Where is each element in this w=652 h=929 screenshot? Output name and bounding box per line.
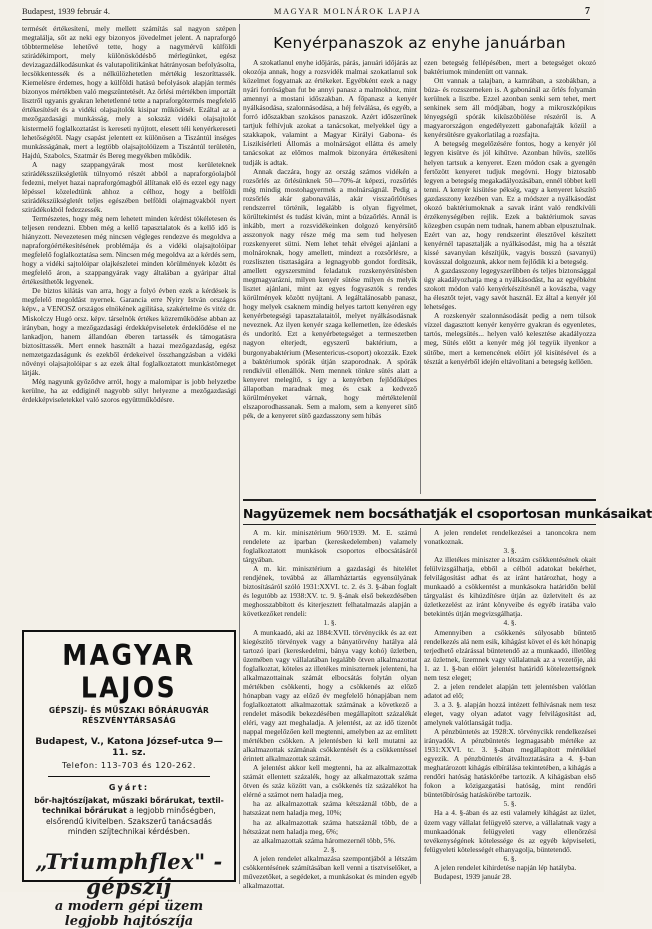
- article-paragraph: Amennyiben a csökkenés súlyosabb bűntető rendelkezés alá nem esik, kihágást követ el és két hónapig terjedhető elzárással büntetendő az a munkaadó, illetőleg az üzletnek, üzemnek vagy vállalatnak az a vezetője, aki 1. az 1. §-ban előírt jelentést határidő kötelezettségnek nem tesz eleget;: [424, 627, 596, 682]
- article-paragraph: A jelentést akkor kell megtenni, ha az alkalmazottak számát ellentett százalék, hogy az alkalmazottak száma ötven és száz között van, a csökkenés tíz százalékot ha elérné a számot nem haladja meg,: [243, 763, 417, 800]
- section-number: 1. §.: [323, 618, 337, 628]
- ad-products-detail: a legjobb minőségben, elsőrendű kivitelben. Szakszerű tanácsadás minden szíjtechnikai kérdésben.: [45, 806, 216, 836]
- article-headline: Nagyüzemek nem bocsáthatják el csoportosan munkásaikat: [243, 506, 652, 521]
- article-paragraph: az alkalmazottak száma háromezernél több, 5%.: [253, 835, 396, 845]
- article-paragraph: A gazdasszony legegyszerűbben és teljes biztonsággal úgy akadályozhatja meg a nyálkásodást, ha az egyébként szokott módon való kenyérkészítésnél a kovászba, vagy ha élesztőt tejet, vagy savót használ. Ez által a kenyér jól lehetséges.: [424, 266, 596, 312]
- ad-produces-label: Gyárt:: [108, 783, 150, 792]
- ad-brand: „Triumphflex" -gépszíj: [35, 849, 223, 900]
- article-1-middle-column: [243, 58, 417, 496]
- left-paragraph: De biztos kilátás van arra, hogy a folyó évben ezek a kérdések is megfelelő megoldást nyernek. Garancia erre Nyiry István országos képv., a VENOSZ országos elnökének agilitása, szakértelme és vitéz dr. Miskolczy Hugó orsz. képv. társelnök értékes közreműködése abban az irányban, hogy a mezőgazdasági érdekképviseletek érdeklődése el ne lankadjon, hanem állandóan éberen tartassék és támogatásra biztosíttassék. Mert ennek használt a hazai mezőgazdaság, egész nemzetgazdaságunk és ezekből érdekeivel összhangzásban a vidéki nővényi olajsajtolóipar s az ezek által foglalkoztatott munkástömeget látják.: [22, 286, 236, 377]
- section-number: 6. §.: [503, 853, 517, 863]
- header-title: MAGYAR MOLNÁROK LAPJA: [273, 6, 422, 16]
- article-paragraph: A m. kir. minisztérium a gazdasági és hitelélet rendjének, továbbá az államháztartás egyensúlyának biztosításáról szóló 1931:XXVI. tc. 2. és 3. §-ában foglalt és legutóbb az 1938:XV. tc. 9. §-ának első bekezdésében meghosszabbított és kiterjesztett felhatalmazás alapján a következőket rendeli:: [243, 564, 417, 619]
- column-divider: [420, 58, 421, 494]
- ad-tagline: GÉPSZÍJ- ÉS MŰSZAKI BŐRÁRUGYÁR RÉSZVÉNYTÁRSASÁG: [48, 706, 210, 725]
- article-paragraph: Annak daczára, hogy az ország számos vidékén a rozsőrlés az őrlésünknek 50—70%-át képezi, rozsőrlés még mindig mostohagyermek a molnárságnál. Pedig a rozsőrlés akár gabonaválás, akár visszaőrlőtéses rendszerrel történik, legalább is olyan figyelmet, körültekintést és tudást kíván, mint a búzaőrlés. Annál is inkább, mert a rozsvidékeinken dolgozó kenyérsütő asszonyok nagy része még ma sem tud helyesen rozskenyeret sütni. Nem lehet tehát elvégei ajánlani a molnároknak, hogy amellett, mindezt a rozsőrlésre, a rozsliszten tisztaságára a legnagyobb gondot fordítsák, amellett egyszersmind feladatuk rozskenyérsütésben megmagyarázni, milyen kenyér sütése milyen és melyik lisztet ajánlani, mint az egyes fogyasztók s rendes körülmények között nyújtani. A legáltalánosabb panasz, hogy melyek csaknem mindig helyes tartott kenyéren egy kenyérbetegségi tapasztalataitól, melyet nyálkásodásnak neveznek. Az ilyen kenyér szaga kellemetlen, íze édeskés és undorító. Ezt a kenyérbetegséget a termeszetben nagyon elterjedt, egyszerű baktérium, a burgonyabaktérium (Mesentericus-csoport) okozzák. Ezek a baktériumok spórák útján szaporodnak. A spórák rendkívül ellenállók. Nem mennek tönkre sütés alatt a kenyeret melegítő, s így a kenyérben fejlődőképes állapotban maradnak meg és csak a kedvező körülményeket várnak, hogy mértéktelenül elszaporodhassanak. Sem a malom, sem a kenyeret sütő pék, de a kenyeret sütő gazdasszony sem hibás: [243, 166, 417, 420]
- article-paragraph: Az illetékes miniszter a létszám csökkentésének okait felülvizsgálhatja, ebből a célból adatokat bekérhet, felvilágosítást adhat és az iránt határozhat, hogy a munkaadó a csökkentést a munkásokra határidőn belül tárgyalást és kihúzdítésre útján az üzletvitelt és az üzletkezelést az iránt könyveibe és egyéb iratába valo betekintés útján megvizsgálhatja.: [424, 555, 596, 619]
- running-head: [22, 6, 590, 20]
- ad-products: bőr-hajtószíjakat, műszaki bőrárukat, textil-technikai bőrárukat: [34, 796, 224, 816]
- article-1-right-column: [424, 58, 596, 496]
- article-paragraph: A jelen rendelet alkalmazása szempontjából a létszám csökkentésének számításában kell venni a tisztviselőket, a művezetőket, a segédeket, a munkásokat és minden egyéb alkalmazottat.: [243, 853, 417, 890]
- ad-company-name: MAGYAR LAJOS: [62, 638, 196, 705]
- section-rule: [243, 499, 596, 501]
- article-paragraph: A m. kir. minisztérium 960/1939. M. E. számú rendelete az iparban (kereskedelemben) valamely foglalkoztatott munkások csoportos elbocsátásáról tárgyában.: [243, 528, 417, 565]
- left-paragraph: Még nagyunk győződve arról, hogy a malomipar is jobb helyzetbe kerülne, ha az eddiginél nagyobb súlyt helyezne a mezőgazdasági érdekképviseletekkel való szoros együttműködésre.: [22, 376, 236, 404]
- article-headline: Kenyérpanaszok az enyhe januárban: [273, 34, 566, 52]
- ad-phone: Telefon: 113-703 és 120-262.: [62, 760, 196, 770]
- article-paragraph: ha az alkalmazottak száma kétszáznál több, de a hatszázat nem haladja meg, 10%;: [243, 799, 417, 818]
- article-paragraph: Ha a 4. §-ában és az esti valamely kihágást az üzlet, üzem vagy vállalat felügyelő szerve, a vállalatnak vagy a munkaadónak felügyeleti vagy ellenőrzési tevékenységének kötelessége és az egyéb képviseleti, felügyeleti kötelességét elhanyagolja, büntetendő.: [424, 808, 596, 854]
- article-paragraph: ezen betegség fellépésében, mert a betegséget okozó baktériumok mindenütt ott vannak.: [424, 58, 596, 77]
- article-paragraph: A jelen rendelet kihirdetése napján lép hatályba.: [434, 862, 577, 872]
- ad-description: [34, 796, 224, 837]
- article-paragraph: A szokatlanul enyhe időjárás, párás, januári időjárás az okozója annak, hogy a rozsvidék malmai szokatlanul sok közelmet fogyatnak az értékeket. Egyébként ezek a nagy nyári forróságban fut be annyi panasz a malmokhoz, mint amennyi a mostani időszakban. A főpanasz a kenyér nyálkásodása, szalonnásodása, a héj felválása, és egyéb, a forró időszakban szokásos panaszok. Azért időszerűnek tartjuk felhívjuk azokat a tanácsokat, melyekkel úgy a szakkapok, valamint a Magyar Királyi Gabona- és Liszikísérleti Állomás a molnárságot ellátta és amely tanácsokat az előmos malmok bizonyára értékesíteni tudják is adtak.: [243, 58, 417, 167]
- article-2-middle-column: [243, 528, 417, 890]
- article-paragraph: 3. a 3. §. alapján hozzá intézett felhívásnak nem tesz eleget, vagy olyan adatot vagy felvilágosítást ad, amelynek valótlanságát tudja.: [424, 699, 596, 727]
- section-rule: [243, 524, 596, 525]
- page-number: 7: [584, 6, 590, 17]
- section-number: 3. §.: [503, 546, 517, 556]
- advertisement: [22, 630, 236, 929]
- left-paragraph: Természetes, hogy még nem lehetett minden kérdést tökéletesen és teljesen rendezni. Ebben még a kellő tapasztalatok és a kellő idő is hiányzott. Nevezetesen még nincsen végleges rendezve és megoldva a napraforgóértékesítésének problémája és a vidéki olajsajtolóipar megfelelő foglalkoztatása sem. Nincsen még megoldva az a kérdés sem, hogy a vidéki sajtolóipar olajkészletei minden körülmények között és megfelelő áron, a szappangyárak vagy általában a gyáripar által értékesíthetők legyenek.: [22, 213, 236, 287]
- article-2-right-column: [424, 528, 596, 884]
- section-number: 4. §.: [503, 618, 517, 628]
- column-divider: [420, 528, 421, 884]
- left-article: [22, 24, 236, 624]
- section-number: 2. §.: [323, 844, 337, 854]
- ad-address: Budapest, V., Katona József-utca 9—11. sz.: [35, 736, 223, 758]
- left-paragraph: A nagy szappangyárak most most kerületeknek szirádéksszükségletük túlnyomó részét abból a napraforgóolajból fedezni, melyet hazai napraforgómagból állítanak elő és ezzel egy nagy lépéssel közeledtünk ahhoz a célhoz, hogy a belföldi szirádékszükségletét teljes egészében belföldi olajmagvakból nyert szirádékokból fedezzessék.: [22, 159, 236, 214]
- article-paragraph: ha az alkalmazottak száma hatszáznál több, de a hétszázat nem haladja meg, 6%;: [243, 817, 417, 836]
- article-paragraph: A jelen rendelet rendelkezései a tanoncokra nem vonatkoznak.: [424, 528, 596, 547]
- column-divider: [239, 24, 240, 884]
- article-paragraph: A munkaadó, aki az 1884:XVII. törvénycikk és az ezt kiegészítő törvények vagy a bányatörvény hatálya alá tartozó ipari (kereskedelmi, bánya vagy kohó) üzletben, üzemében vagy vállalatában legalább ötven alkalmazottat foglalkoztat, köteles az illetékes miniszternek jelenteni, ha alkalmazottainak számát elbocsátás folytán olyan mértékben csökkenti, hogy a csökkenés az előző hónapban vagy az előző év megfelelő hónapjában nem foglalkoztatott alkalmazottak számának a következő a rendelet második bekezdésében megállapított százalékát eléri, vagy azt meghaladja. A jelentést, az az idő tizenöt nappal megelőzően kell megtenni, amelyben az az említett mértékben csökken. A jelentésben ki kell mutatni az alkalmazottak számának csökkentését és a csökkentéssel érintett alkalmazottak számát.: [243, 627, 417, 764]
- section-number: 5. §.: [503, 799, 517, 809]
- ad-brand-slogan: legjobb hajtószíja: [64, 914, 194, 929]
- article-paragraph: A rozskenyér szalonnásodását pedig a nem túlsok vízzel dagasztott kenyér kenyérre gyakran és egyenletes, tartós, melegsütés... helyen való kelesztése akadályozza meg, Sütés előtt a kenyér még jól tegyük ilyenkor a sütőbe, mert a kemencének előírt jól kisütésével és a tésztát a kenyérből idején eltávolítani a betegség kellően.: [424, 311, 596, 366]
- ad-divider: [48, 776, 210, 777]
- signoff-date: Budapest, 1939 január 28.: [434, 871, 512, 881]
- article-paragraph: A betegség megelőzésére fontos, hogy a kenyér jól legyen kisütve és jól kihűtve. Azonban hűvös, szellős helyen tartsuk a kenyeret. Ezen módon csak a gyengén fertőzött kenyeret tudjuk megóvni. Hogy biztosabb legyen a betegség megakadályozásában, ennél többet kell tenni. A kenyér kisütése pékség, vagy a kenyeret készítő gazdasszony kezében van. Ez a módszer a nyálkásodást okozó baktériumoknak a savak iránt való rendkívüli érzékenységében rejlik. Ezek a baktériumok savas közegben csupán nem tudnak, hanem abban elpusztulnak. Ezért van az, hogy rendszerint élesztővel készített kenyérnél tapasztalják a nyálkásodást, mig ha a tésztát kissé savanyúan készítjük, vagyis bosszú (savanyú) kovásszal dolgozunk, akkor nem fejlődik ki a betegség.: [424, 139, 596, 267]
- ad-brand-slogan: a modern gépi üzem: [54, 899, 204, 915]
- article-paragraph: A pénzbüntetés az 1928:X. törvénycikk rendelkezései irányadók. A pénzbüntetés legmagasabb mértéke az 1931:XXVI. tc. 3. §-ában megállapított mértékkel egyezik. A pénzbüntetés átváltoztatására a 4. §-ban meghatározott kihágás elbírálása tekintetében, a kihágás a rendőri hatóság hatáskörébe tartozik. A kihágásban első fokon a közigazgatási hatóság, mint rendőri büntetőbíróság hatáskörébe tartozik.: [424, 727, 596, 800]
- left-paragraph: termését értékesítení, mely mellett számítás sal nagyon szépen megtalálja, sőt az neki egy bizonyos jövedelmet jelent. A napraforgó többtermelése lehetővé tette, hogy a nagymérvű külföldi szirádékimport, mely különösködésbő mérlegünket, egész devizagazdálkodásunkat és valutapolitikánkat hátrányosan befolyásolta, lecsökkentessék és a nélkülözhetetlen mértékig leszoríttassék. Kiemelésre érdemes, hogy a külföldi hatású befolyások alapján termés bizonyos mértékben való megszüntetését. Az őrlési mértékben importált lisztről ugyanis gyakran lehetetlenné tette a napraforgótermés megfelelő értékesítését és a vidéki olajsajtolók kisipar működését. Ezáltal az a mezőgazdasági munkásság, mely a sokszáz vidéki olajsajtolót kistermelő foglalkoztatást is kereseti nyújtott, elesett téli kenyérkereseti lehetőségétől. Nagy csapást jelentett ez különösen a Tiszántúl ínséges munkásságának, mert a legtöbb olajsajtolóüzem a Tiszántúl területén, Hajdú, Szabolcs, Szatmár és Bereg megyékben működik.: [22, 24, 236, 160]
- header-date: Budapest, 1939 február 4.: [22, 6, 111, 16]
- article-paragraph: Ott vannak a talajban, a kamrában, a szobákban, a búza- és rozsszemeken is. A gabonánál az őrlés folyamán kerülnek a lisztbe. Ezzel azonban senki sem tehet, mert senkinek sem áll módjában, hogy a mikroszkópikus lényegségű spórák kiküszöbölése részéről is. A magyarországon engedélyezett gabonafajták közül a kenyérsütésre gyakorlatilag a rozsfajta.: [424, 76, 596, 140]
- article-paragraph: 2. a jelen rendelet alapján tett jelentésben valótlan adatot ad elő;: [424, 681, 596, 700]
